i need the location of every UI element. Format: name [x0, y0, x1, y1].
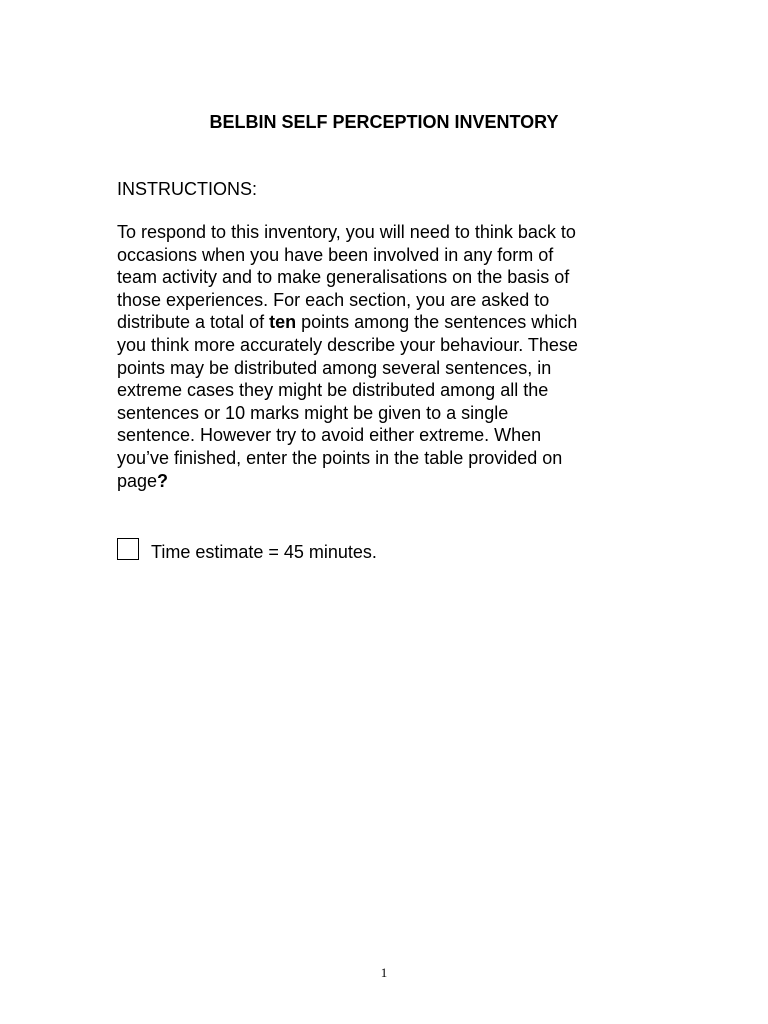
paragraph-text: distribute a total of [117, 312, 270, 333]
emphasis-question-mark: ? [157, 470, 169, 491]
paragraph-line: you think more accurately describe your behaviour. These [117, 334, 578, 355]
paragraph-line [117, 311, 657, 334]
paragraph-line: occasions when you have been involved in any form of [117, 244, 554, 265]
paragraph-line: To respond to this inventory, you will need to think back to [117, 222, 576, 242]
paragraph-line: extreme cases they might be distributed among all the [117, 380, 549, 401]
time-estimate-label: Time estimate = 45 minutes. [151, 542, 377, 562]
paragraph-text: points among the sentences which [296, 312, 578, 333]
paragraph-line: sentences or 10 marks might be given to a single [117, 402, 509, 423]
paragraph-line: sentence. However try to avoid either extreme. When [117, 425, 542, 446]
paragraph-line: points may be distributed among several sentences, in [117, 357, 552, 378]
page-number: 1 [380, 965, 388, 980]
time-estimate-checkbox[interactable] [117, 538, 139, 560]
time-estimate-row [117, 536, 377, 562]
document-title: BELBIN SELF PERCEPTION INVENTORY [209, 112, 559, 132]
paragraph-line: you’ve finished, enter the points in the table provided on [117, 447, 563, 468]
paragraph-text: page [117, 470, 158, 491]
paragraph-line: those experiences. For each section, you are asked to [117, 289, 550, 310]
paragraph-line [117, 470, 657, 493]
instructions-paragraph [117, 221, 657, 492]
emphasis-ten: ten [269, 312, 297, 333]
paragraph-line: team activity and to make generalisations on the basis of [117, 267, 570, 288]
instructions-heading: INSTRUCTIONS: [117, 179, 258, 199]
